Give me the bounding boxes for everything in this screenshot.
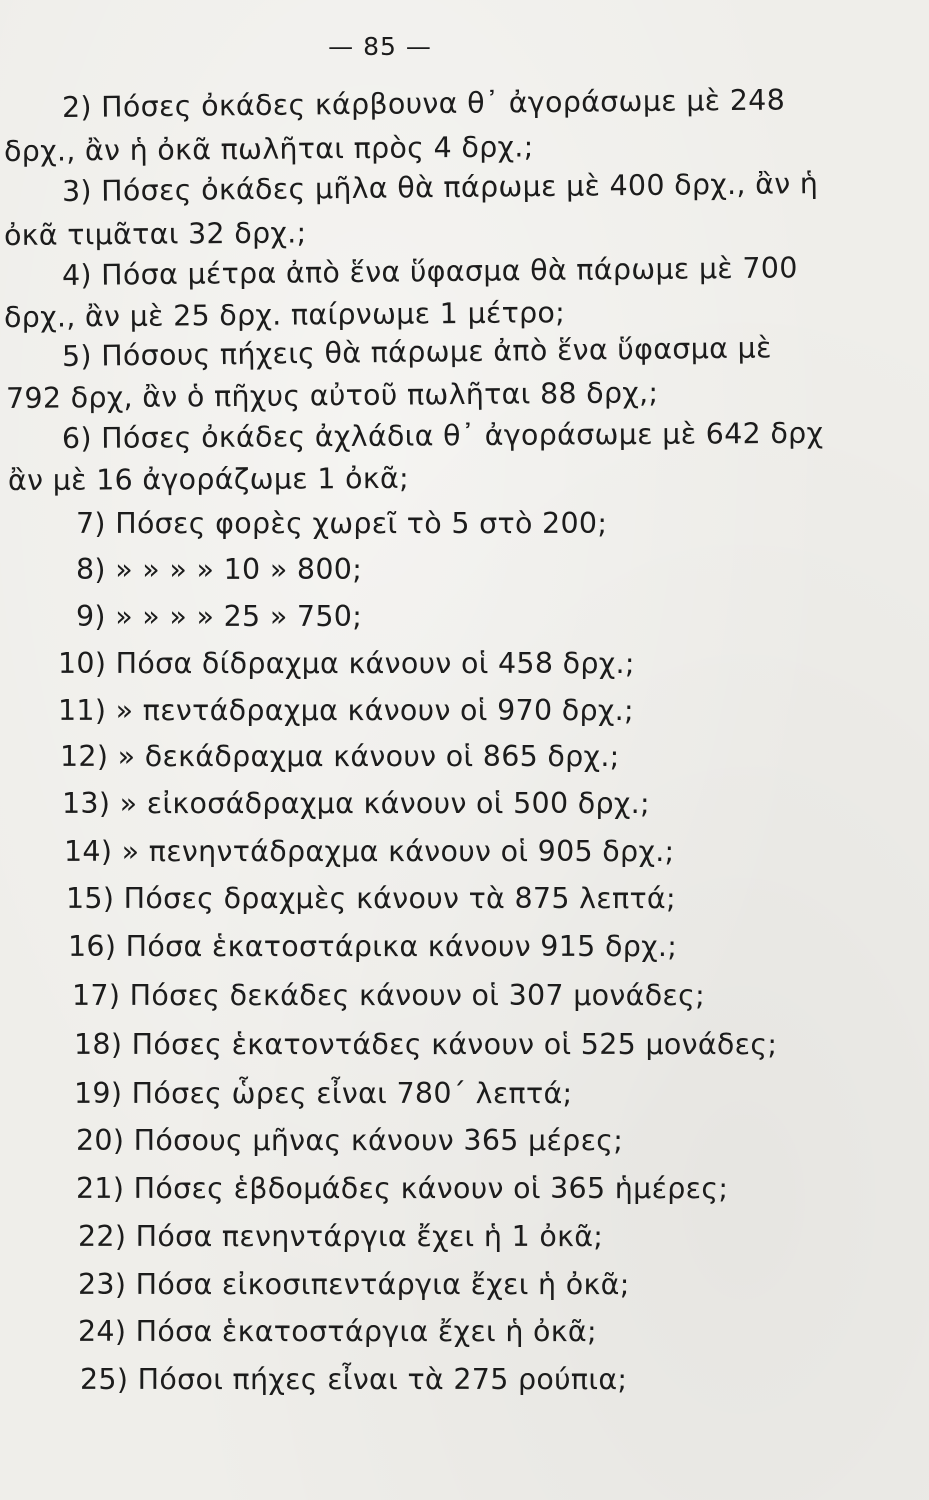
exercise-10-line-1: 10) Πόσα δίδραχμα κάνουν οἱ 458 δρχ.; [58,647,635,680]
exercise-25-line-1: 25) Πόσοι πήχες εἶναι τὰ 275 ρούπια; [80,1363,628,1396]
exercise-5-line-2: 792 δρχ, ἂν ὁ πῆχυς αὐτοῦ πωλῆται 88 δρχ,; [5,376,659,415]
exercise-16-line-1: 16) Πόσα ἑκατοστάρικα κάνουν 915 δρχ.; [68,930,678,963]
exercise-2-line-1: 2) Πόσες ὀκάδες κάρβουνα θ᾿ ἀγοράσωμε μὲ 248 [61,83,786,124]
exercise-9-line-1: 9) » » » » 25 » 750; [76,600,363,633]
exercise-18-line-1: 18) Πόσες ἑκατοντάδες κάνουν οἱ 525 μονάδες; [74,1028,778,1061]
exercise-7-line-1: 7) Πόσες φορὲς χωρεῖ τὸ 5 στὸ 200; [76,507,608,540]
exercise-20-line-1: 20) Πόσους μῆνας κάνουν 365 μέρες; [76,1124,624,1157]
exercise-15-line-1: 15) Πόσες δραχμὲς κάνουν τὰ 875 λεπτά; [66,882,676,915]
exercise-4-line-1: 4) Πόσα μέτρα ἀπὸ ἕνα ὕφασμα θὰ πάρωμε μὲ 700 [61,251,798,292]
exercise-24-line-1: 24) Πόσα ἑκατοστάργια ἔχει ἡ ὀκᾶ; [78,1315,597,1348]
exercise-19-line-1: 19) Πόσες ὧρες εἶναι 780΄ λεπτά; [74,1077,573,1110]
exercise-14-line-1: 14) » πενηντάδραχμα κάνουν οἱ 905 δρχ.; [64,835,675,868]
exercise-23-line-1: 23) Πόσα εἰκοσιπεντάργια ἔχει ἡ ὀκᾶ; [78,1268,630,1301]
exercise-4-line-2: δρχ., ἂν μὲ 25 δρχ. παίρνωμε 1 μέτρο; [3,296,566,334]
exercise-17-line-1: 17) Πόσες δεκάδες κάνουν οἱ 307 μονάδες; [72,979,706,1012]
page-number: — 85 — [328,32,432,61]
exercise-2-line-2: δρχ., ἂν ἡ ὀκᾶ πωλῆται πρὸς 4 δρχ.; [3,130,534,168]
exercise-3-line-2: ὀκᾶ τιμᾶται 32 δρχ.; [3,216,307,252]
exercise-5-line-1: 5) Πόσους πήχεις θὰ πάρωμε ἀπὸ ἕνα ὕφασμα μὲ [61,331,772,373]
exercise-22-line-1: 22) Πόσα πενηντάργια ἔχει ἡ 1 ὀκᾶ; [78,1220,604,1253]
exercise-8-line-1: 8) » » » » 10 » 800; [76,553,363,586]
exercise-6-line-1: 6) Πόσες ὀκάδες ἀχλάδια θ᾿ ἀγοράσωμε μὲ 642 δρχ [61,416,824,455]
exercise-6-line-2: ἂν μὲ 16 ἀγοράζωμε 1 ὀκᾶ; [7,461,410,497]
exercise-11-line-1: 11) » πεντάδραχμα κάνουν οἱ 970 δρχ.; [58,694,634,727]
exercise-12-line-1: 12) » δεκάδραχμα κάνουν οἱ 865 δρχ.; [60,740,620,773]
exercise-13-line-1: 13) » εἰκοσάδραχμα κάνουν οἱ 500 δρχ.; [62,787,650,820]
exercise-21-line-1: 21) Πόσες ἑβδομάδες κάνουν οἱ 365 ἡμέρες; [76,1172,729,1205]
exercise-3-line-1: 3) Πόσες ὀκάδες μῆλα θὰ πάρωμε μὲ 400 δρχ., ἂν ἡ [61,167,819,208]
